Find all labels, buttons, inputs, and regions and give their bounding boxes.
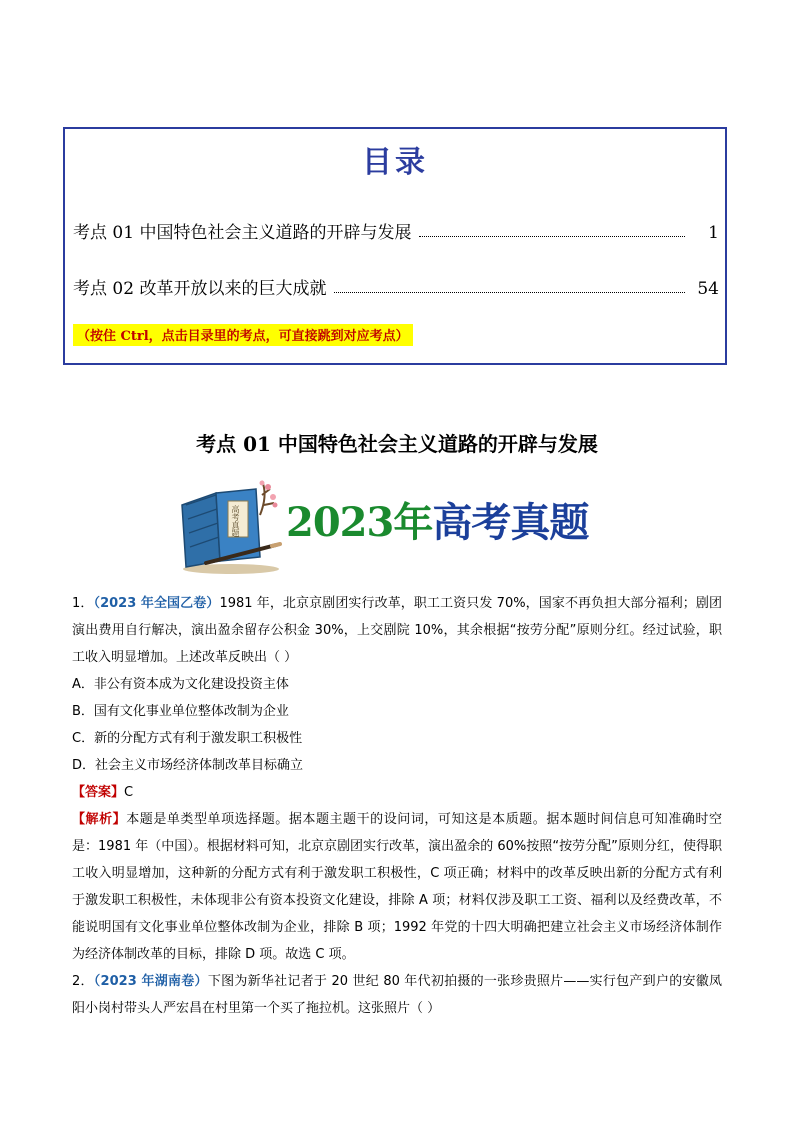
answer-value: C	[124, 785, 134, 800]
option-c: C．新的分配方式有利于激发职工积极性	[72, 731, 303, 746]
question-text: 下图为新华社记者于 20 世纪 80 年代初拍摄的一张珍贵照片——实行包产到户的安徽凤阳小岗村带头人严宏昌在村里第一个买了拖拉机。这张照片（ ）	[72, 974, 722, 1016]
question-source: （2023 年湖南卷）	[93, 974, 208, 989]
question-source: （2023 年全国乙卷）	[93, 596, 220, 611]
section-heading: 考点 01 中国特色社会主义道路的开辟与发展	[196, 432, 598, 456]
toc-entry-label[interactable]: 考点 02 改革开放以来的巨大成就	[73, 279, 327, 299]
toc-entry-1[interactable]	[73, 217, 719, 243]
toc-box	[63, 127, 727, 365]
answer-label: 【答案】	[72, 785, 125, 800]
answer-line	[72, 779, 722, 806]
banner-title	[286, 491, 588, 548]
toc-dot-leader	[419, 236, 685, 237]
option-d: D．社会主义市场经济体制改革目标确立	[72, 758, 304, 773]
option-b: B．国有文化事业单位整体改制为企业	[72, 704, 289, 719]
analysis-paragraph	[72, 806, 722, 968]
toc-entry-2[interactable]	[73, 273, 719, 299]
question-1-stem	[72, 590, 722, 671]
banner-title-text: 高考真题	[432, 499, 589, 546]
toc-entry-label[interactable]: 考点 01 中国特色社会主义道路的开辟与发展	[73, 223, 412, 243]
question-number: 1．	[72, 596, 94, 611]
toc-hint-note: （按住 Ctrl，点击目录里的考点，可直接跳到对应考点）	[73, 324, 413, 346]
question-number: 2．	[72, 974, 94, 989]
toc-title: 目录	[362, 145, 428, 180]
analysis-label: 【解析】	[72, 812, 127, 827]
banner-year: 2023年	[286, 499, 433, 546]
toc-dot-leader	[334, 292, 685, 293]
toc-page-number[interactable]: 1	[708, 223, 719, 243]
question-content	[72, 590, 722, 1022]
toc-page-number[interactable]: 54	[697, 279, 719, 299]
analysis-text: 本题是单类型单项选择题。据本题主题干的设问词，可知这是本质题。据本题时间信息可知准确时空是：1981 年（中国）。根据材料可知，北京京剧团实行改革，演出盈余的 60%按照“按劳分配”原则分红，使得职工收入明显增加，这种新的分配方式有利于激发职工积极性，C 项正确；材料中的改革反映出新的分配方式有利于激发职工积极性，未体现非公有资本投资文化建设，排除 A 项；材料仅涉及职工工资、福利以及经费改革，不能说明国有文化事业单位整体改制为企业，排除 B 项；1992 年党的十四大明确把建立社会主义市场经济体制作为经济体制改革的目标，排除 D 项。故选 C 项。	[72, 812, 722, 962]
question-text: 1981 年，北京京剧团实行改革，职工工资只发 70%，国家不再负担大部分福利；剧团演出费用自行解决，演出盈余留存公积金 30%，上交剧院 10%，其余根据“按劳分配”原则分红。经过试验，职工收入明显增加。上述改革反映出（ ）	[72, 596, 722, 665]
option-a: A．非公有资本成为文化建设投资主体	[72, 677, 289, 692]
question-2-stem	[72, 968, 722, 1022]
banner-book-label: 高考真题	[231, 505, 240, 537]
exam-banner	[176, 475, 616, 575]
